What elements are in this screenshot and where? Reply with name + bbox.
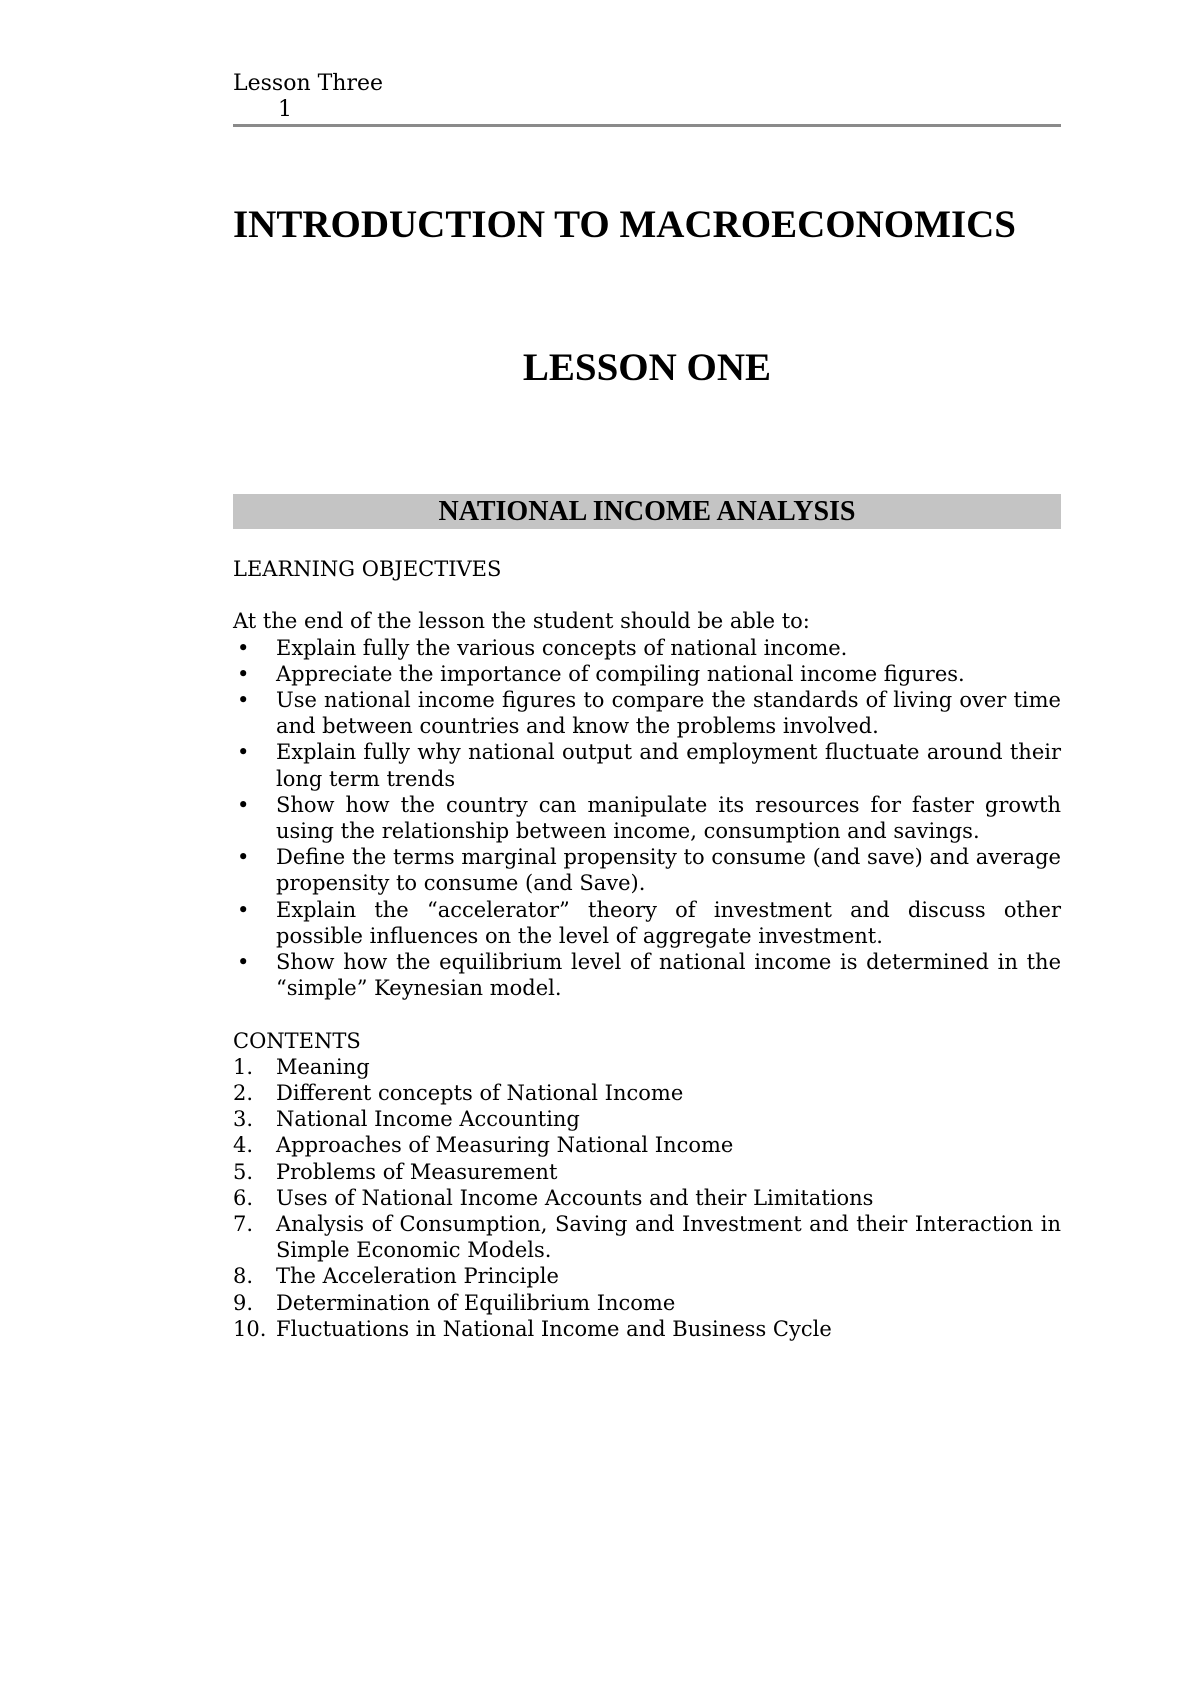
item-number: 3. xyxy=(233,1107,254,1132)
list-item xyxy=(233,635,1061,661)
item-number: 2. xyxy=(233,1080,254,1105)
document-page xyxy=(233,0,1061,1698)
list-item xyxy=(233,1106,1061,1132)
bullet-icon: • xyxy=(237,792,250,817)
list-item xyxy=(233,739,1061,791)
objective-text: Explain fully the various concepts of national income. xyxy=(276,635,848,660)
list-item xyxy=(233,792,1061,844)
contents-item-text: Different concepts of National Income xyxy=(276,1080,684,1105)
spacer xyxy=(233,1001,1061,1027)
list-item xyxy=(233,897,1061,949)
bullet-icon: • xyxy=(237,661,250,686)
header-label: Lesson Three xyxy=(233,71,384,96)
objective-text: Use national income figures to compare the standards of living over time and between countries and know the problems involved. xyxy=(276,687,1061,739)
contents-heading: CONTENTS xyxy=(233,1028,361,1053)
bullet-icon: • xyxy=(237,845,250,870)
bullet-icon: • xyxy=(237,897,250,922)
list-item xyxy=(233,1054,1061,1080)
bullet-icon: • xyxy=(237,740,250,765)
list-item xyxy=(233,687,1061,739)
objective-text: Appreciate the importance of compiling national income figures. xyxy=(276,661,965,686)
contents-item-text: Problems of Measurement xyxy=(276,1159,558,1184)
page-header xyxy=(233,70,1061,130)
list-item xyxy=(233,1290,1061,1316)
learning-objectives-intro: At the end of the lesson the student should be able to: xyxy=(233,609,810,634)
objective-text: Show how the country can manipulate its resources for faster growth using the relationship between income, consumption and savings. xyxy=(276,792,1061,843)
main-title: INTRODUCTION TO MACROECONOMICS xyxy=(233,203,1016,246)
item-number: 9. xyxy=(233,1290,254,1315)
objective-text: Explain the “accelerator” theory of investment and discuss other possible influences on the level of aggregate investment. xyxy=(276,897,1061,948)
contents-item-text: Determination of Equilibrium Income xyxy=(276,1290,676,1315)
objective-text: Define the terms marginal propensity to consume (and save) and average propensity to consume (and Save). xyxy=(276,845,1061,896)
bullet-icon: • xyxy=(237,950,250,974)
objective-text: Explain fully why national output and employment fluctuate around their long term trends xyxy=(276,740,1061,791)
list-item xyxy=(233,1316,1061,1342)
learning-objectives-list xyxy=(233,635,1061,1002)
item-number: 8. xyxy=(233,1264,254,1289)
list-item xyxy=(233,844,1061,896)
contents-item-text: The Acceleration Principle xyxy=(276,1264,559,1289)
list-item xyxy=(233,1185,1061,1211)
item-number: 5. xyxy=(233,1159,254,1184)
contents-list xyxy=(233,1054,1061,1342)
learning-objectives-heading: LEARNING OBJECTIVES xyxy=(233,557,502,581)
list-item xyxy=(233,949,1061,1001)
item-number: 1. xyxy=(233,1054,254,1079)
contents-item-text: National Income Accounting xyxy=(276,1107,580,1132)
bullet-icon: • xyxy=(237,687,250,712)
contents-item-text: Meaning xyxy=(276,1054,370,1079)
item-number: 6. xyxy=(233,1185,254,1210)
item-number: 10. xyxy=(233,1316,267,1341)
contents-item-text: Approaches of Measuring National Income xyxy=(276,1133,734,1158)
contents-item-text: Analysis of Consumption, Saving and Investment and their Interaction in Simple Economic Models. xyxy=(276,1212,1061,1263)
item-number: 4. xyxy=(233,1133,254,1158)
item-number: 7. xyxy=(233,1212,254,1236)
header-page-number: 1 xyxy=(278,97,292,122)
spacer xyxy=(233,582,1061,608)
list-item xyxy=(233,661,1061,687)
contents-item-text: Fluctuations in National Income and Business Cycle xyxy=(276,1316,832,1341)
body-text xyxy=(233,556,1061,1342)
bullet-icon: • xyxy=(237,635,250,660)
section-banner: NATIONAL INCOME ANALYSIS xyxy=(233,494,1061,529)
lesson-title: LESSON ONE xyxy=(522,346,772,389)
list-item xyxy=(233,1080,1061,1106)
objective-text: Show how the equilibrium level of national income is determined in the “simple” Keynesian model. xyxy=(276,950,1061,1001)
list-item xyxy=(233,1159,1061,1185)
list-item xyxy=(233,1132,1061,1158)
contents-item-text: Uses of National Income Accounts and their Limitations xyxy=(276,1185,874,1210)
list-item xyxy=(233,1211,1061,1263)
header-divider xyxy=(233,124,1061,127)
list-item xyxy=(233,1263,1061,1289)
